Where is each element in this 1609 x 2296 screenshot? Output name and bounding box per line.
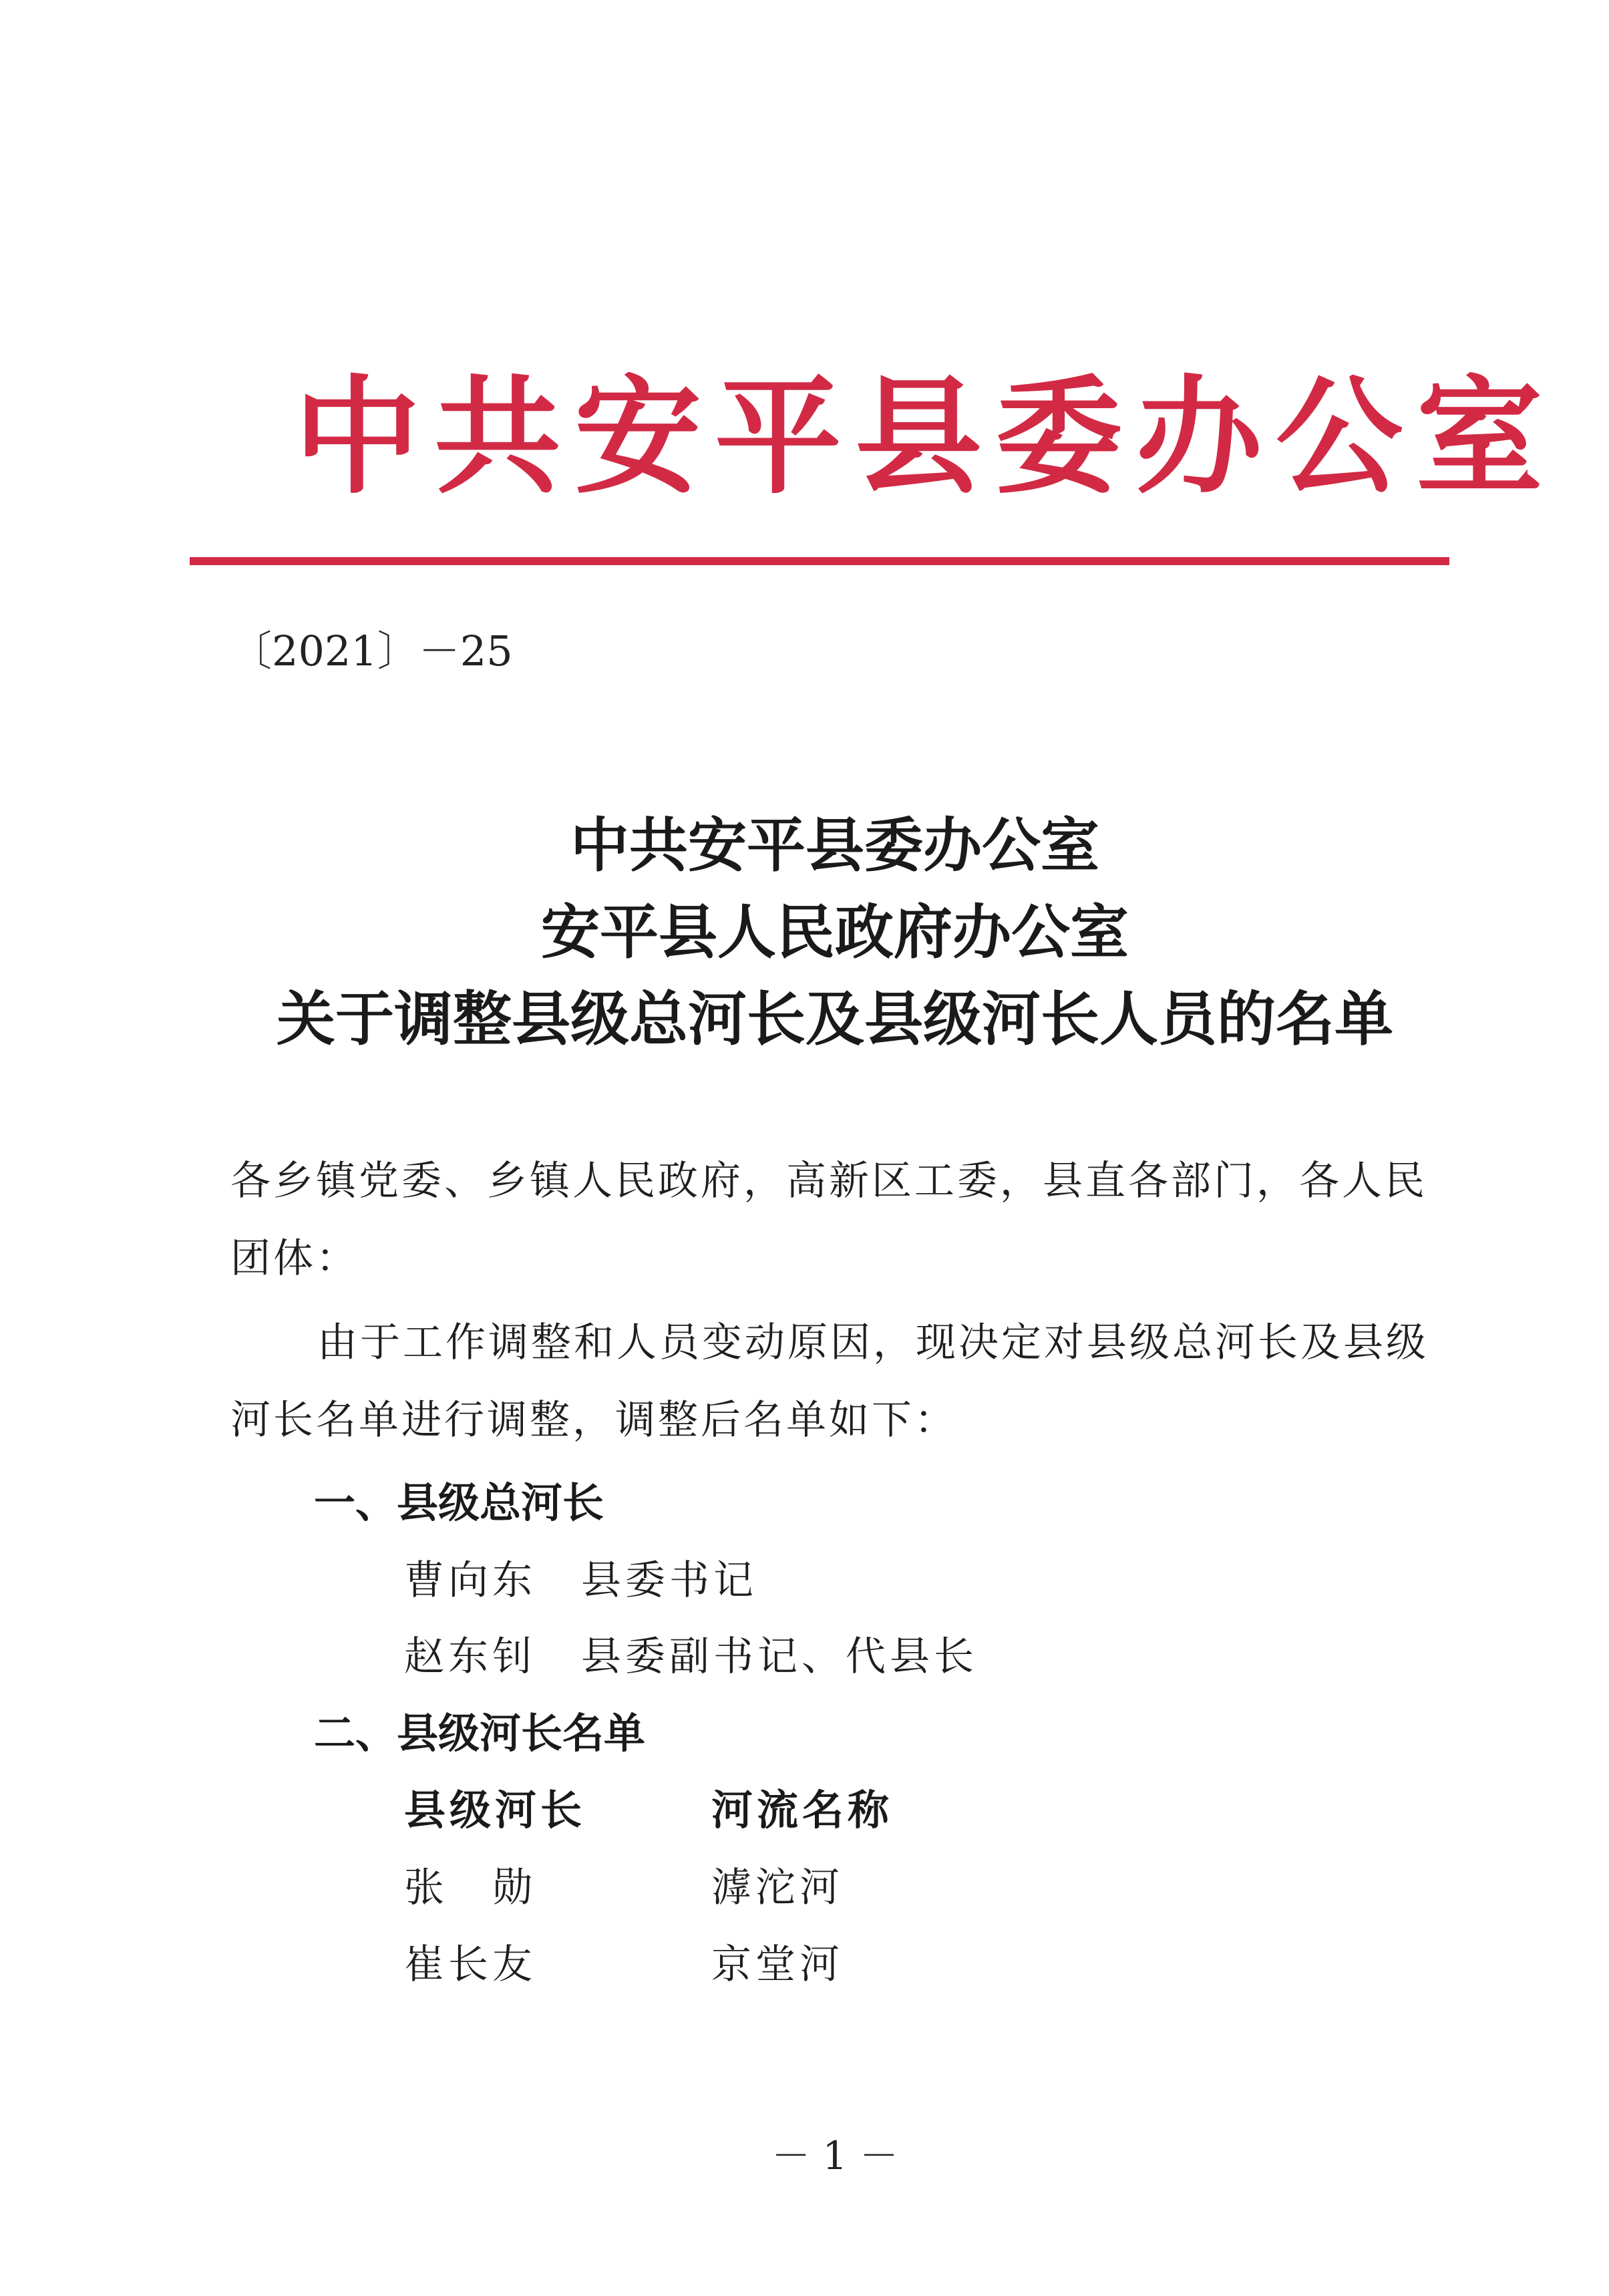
river-leader-name: 崔长友 [404,1941,536,1988]
river-leader-name: 张 勋 [404,1864,536,1911]
header-red-rule [190,557,1449,565]
column-header-leader: 县级河长 [404,1786,586,1834]
leader-name: 赵东钊 [404,1633,536,1680]
leader-row [404,1625,978,1682]
leader-name: 曹向东 [404,1557,536,1604]
issuing-authority-header: 中共安平县委办公室 [294,363,1557,511]
table-row [404,1933,844,1990]
title-line-2: 安平县人民政府办公室 [540,897,1129,967]
table-row [404,1856,844,1913]
leader-position: 县委书记 [581,1557,757,1604]
column-header-river: 河流名称 [711,1786,894,1834]
section-heading-chief: 一、县级总河长 [314,1478,604,1527]
body-paragraph: 由于工作调整和人员变动原因，现决定对县级总河长及县级河长名单进行调整，调整后名单如下： [230,1319,1429,1444]
leader-row [404,1548,757,1606]
leader-position: 县委副书记、代县长 [581,1633,978,1680]
title-line-1: 中共安平县委办公室 [570,810,1099,880]
section-heading-river-chiefs: 二、县级河长名单 [314,1709,646,1758]
document-number: 〔2021〕－25 [230,627,513,675]
river-table-header [404,1777,893,1836]
addressee-paragraph: 各乡镇党委、乡镇人民政府，高新区工委，县直各部门，各人民团体： [230,1158,1427,1282]
river-name: 京堂河 [711,1941,844,1988]
page-number: － 1 － [771,2133,898,2178]
title-line-3: 关于调整县级总河长及县级河长人员的名单 [276,984,1393,1053]
document-title [200,802,1469,1062]
river-name: 滹沱河 [711,1864,844,1911]
